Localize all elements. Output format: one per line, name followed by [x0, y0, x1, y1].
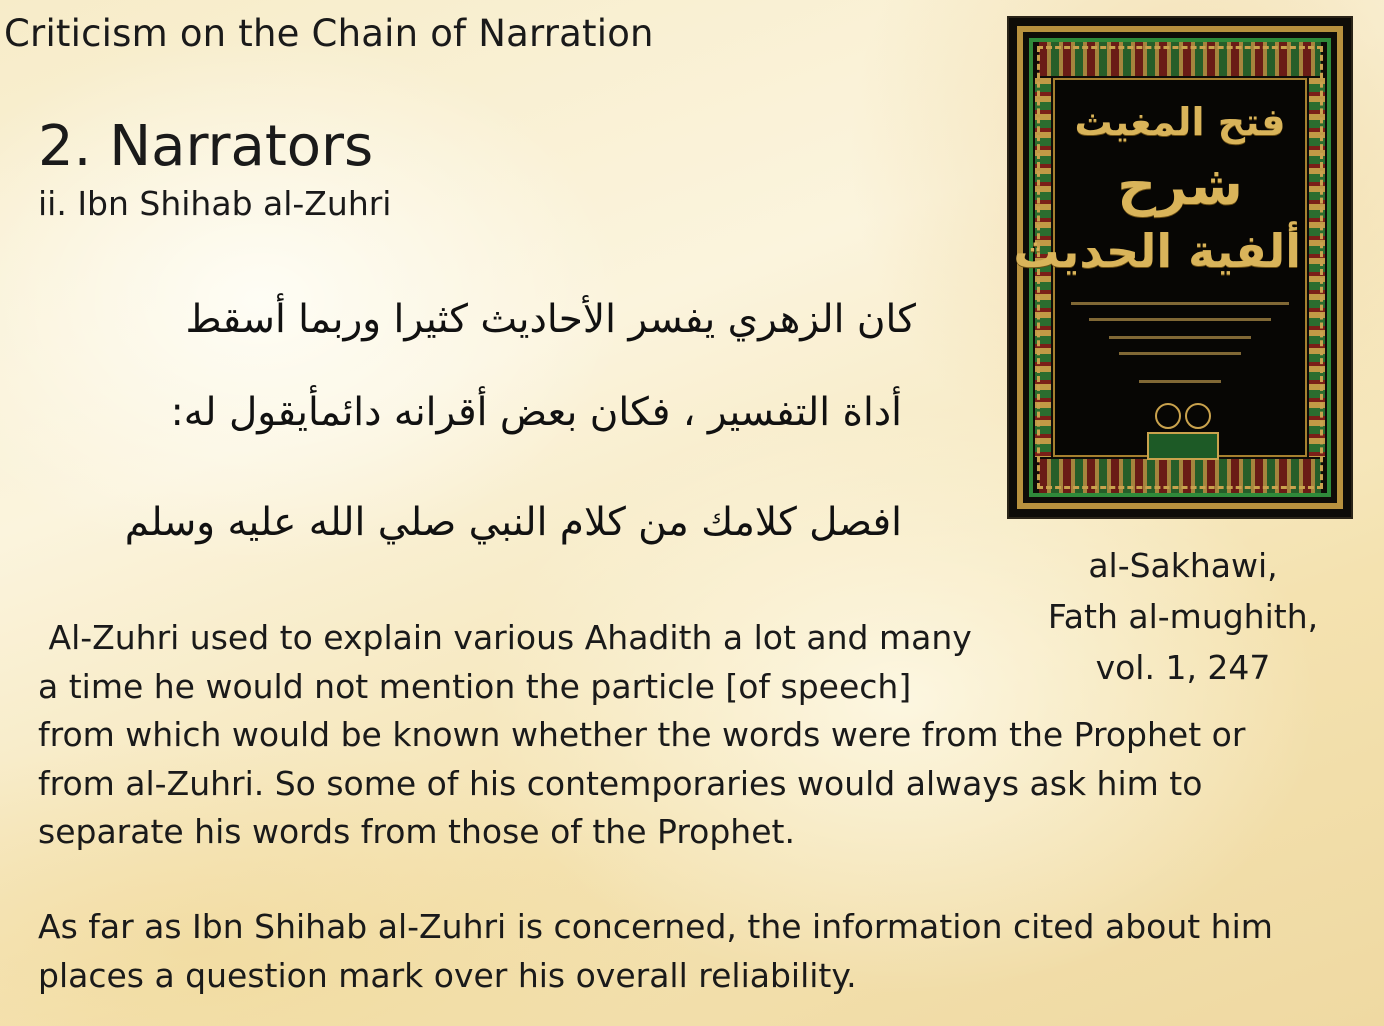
conclusion-line: places a question mark over his overall reliability. — [38, 955, 857, 995]
book-author-line — [1071, 302, 1289, 305]
translation-line: Al-Zuhri used to explain various Ahadith a lot and many — [38, 618, 972, 657]
arabic-quote-line-1: كان الزهري يفسر الأحاديث كثيرا وربما أسقط — [185, 297, 916, 342]
section-heading: 2. Narrators — [38, 114, 374, 179]
translation-line: separate his words from those of the Prophet. — [38, 812, 795, 851]
book-cover-image — [1007, 16, 1353, 519]
section-subheading: ii. Ibn Shihab al-Zuhri — [38, 184, 392, 223]
book-title-line-2: شرح — [1117, 154, 1243, 217]
book-volume-line — [1139, 380, 1221, 383]
publisher-seal-icon — [1155, 403, 1181, 429]
book-editor-line — [1119, 352, 1241, 355]
publisher-seal-icon — [1185, 403, 1211, 429]
conclusion-line: As far as Ibn Shihab al-Zuhri is concerned, the information cited about him — [38, 907, 1273, 946]
conclusion-paragraph — [38, 903, 1273, 1000]
translation-line: a time he would not mention the particle [of speech] — [38, 666, 912, 706]
citation-page: vol. 1, 247 — [1095, 648, 1271, 687]
arabic-quote-line-3: افصل كلامك من كلام النبي صلي الله عليه وسلم — [124, 500, 902, 545]
translation-line: from al-Zuhri. So some of his contemporaries would always ask him to — [38, 763, 1203, 803]
translation-paragraph — [38, 614, 1245, 857]
book-title-line-1: فتح المغيث — [1074, 100, 1286, 144]
book-author-line — [1089, 318, 1271, 321]
citation-title: Fath al-mughith, — [1047, 597, 1319, 636]
publisher-logo — [1147, 432, 1219, 460]
citation-author: al-Sakhawi, — [1088, 546, 1278, 585]
slide-title: Criticism on the Chain of Narration — [4, 12, 654, 55]
arabic-quote-line-2: أداة التفسير ، فكان بعض أقرانه دائمأيقول له: — [170, 390, 902, 435]
book-title-line-3: ألفية الحديث — [1013, 224, 1301, 278]
translation-line: from which would be known whether the words were from the Prophet or — [38, 715, 1246, 754]
book-editor-line — [1109, 336, 1251, 339]
